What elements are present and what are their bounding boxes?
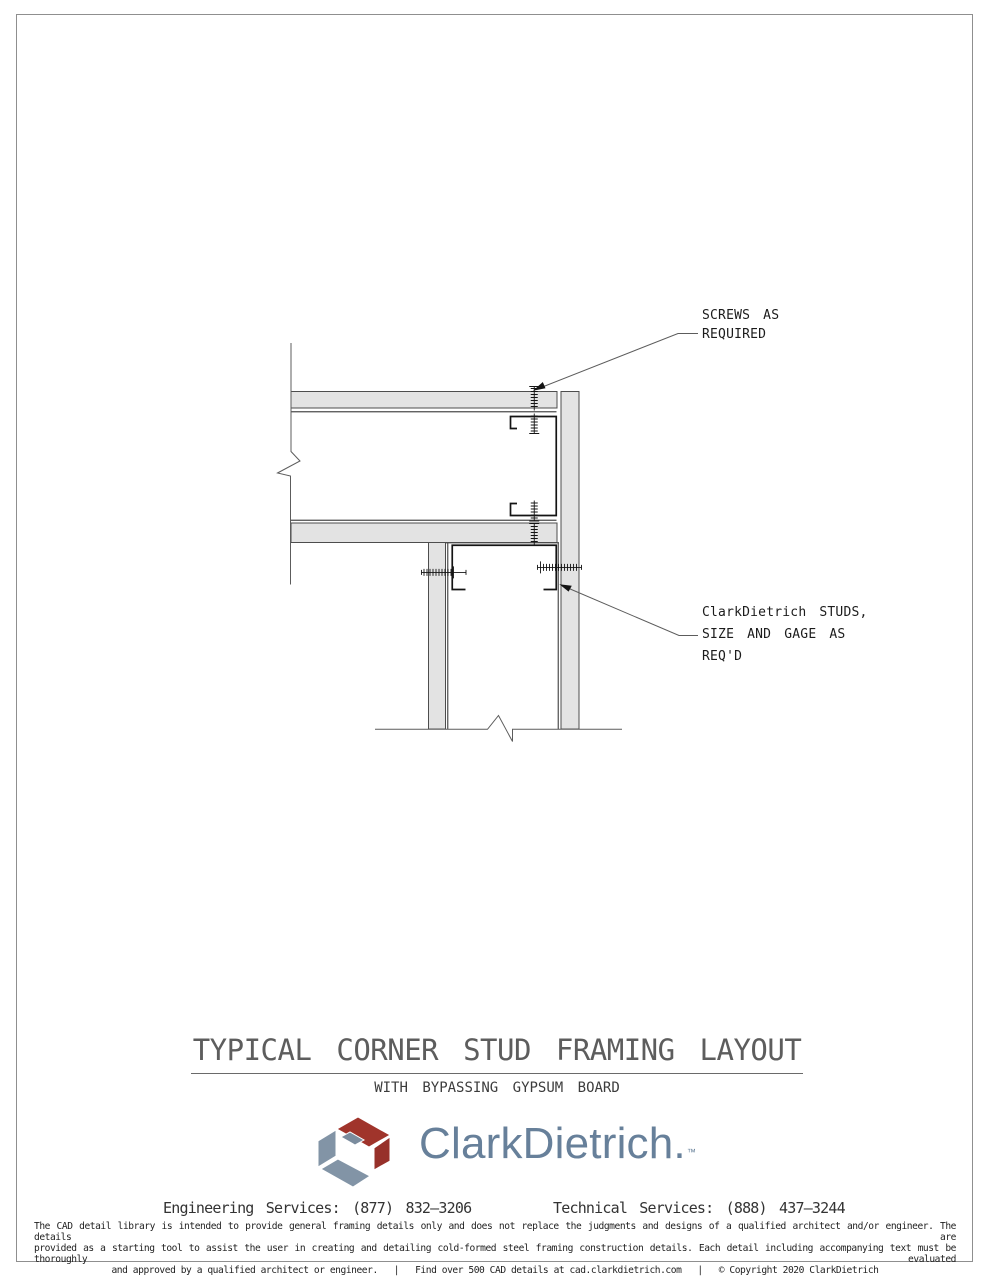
wall-break-line-left xyxy=(278,343,301,585)
engineering-services-phone: Engineering Services: (877) 832–3206 xyxy=(163,1199,472,1217)
annotation-line: REQUIRED xyxy=(702,326,767,342)
disclaimer-copyright: © Copyright 2020 ClarkDietrich xyxy=(718,1265,879,1277)
gypsum-board-bypassing xyxy=(561,392,579,730)
logo-mark-spacer xyxy=(317,1110,409,1190)
leader-screws xyxy=(536,334,698,390)
disclaimer-line: The CAD detail library is intended to provide general framing details only and does not replace the judgments and designs of a qualified architect and/or engineer. The details are xyxy=(34,1221,956,1243)
screw-vertical-3 xyxy=(529,501,539,522)
separator: | xyxy=(393,1265,400,1277)
disclaimer-approved: and approved by a qualified architect or engineer. xyxy=(111,1265,378,1277)
leader-studs xyxy=(562,586,698,636)
logo-wordmark-text: ClarkDietrich. xyxy=(419,1119,686,1168)
sheet-title: TYPICAL CORNER STUD FRAMING LAYOUT xyxy=(191,1033,804,1074)
wall-break-line-bottom xyxy=(375,716,622,742)
gypsum-board-bottom xyxy=(291,523,557,543)
vertical-wall xyxy=(375,392,622,742)
annotation-line: SIZE AND GAGE AS xyxy=(702,627,846,642)
gypsum-board-left xyxy=(429,543,446,730)
sheet-subtitle: WITH BYPASSING GYPSUM BOARD xyxy=(374,1080,620,1096)
logo-wordmark xyxy=(419,1119,696,1174)
separator: | xyxy=(697,1265,703,1277)
annotation-line: ClarkDietrich STUDS, xyxy=(702,605,868,620)
annotation-studs xyxy=(702,602,868,668)
disclaimer-line: provided as a starting tool to assist the user in creating and detailing cold-formed steel framing construction details. Each detail including accompanying text must be thoroughly evaluated xyxy=(34,1242,956,1265)
disclaimer xyxy=(34,1222,956,1277)
gypsum-board-top xyxy=(291,392,557,409)
clarkdietrich-logo xyxy=(317,1110,696,1190)
disclaimer-find: Find over 500 CAD details at cad.clarkdietrich.com xyxy=(415,1265,682,1277)
annotation-screws xyxy=(702,307,779,344)
annotation-line: SCREWS AS xyxy=(702,308,780,323)
trademark-symbol: ™ xyxy=(686,1147,696,1157)
disclaimer-line xyxy=(34,1266,956,1277)
annotation-line: REQ'D xyxy=(702,649,743,664)
technical-services-phone: Technical Services: (888) 437–3244 xyxy=(553,1199,845,1217)
title-block xyxy=(189,1033,805,1096)
horizontal-wall xyxy=(278,343,558,585)
